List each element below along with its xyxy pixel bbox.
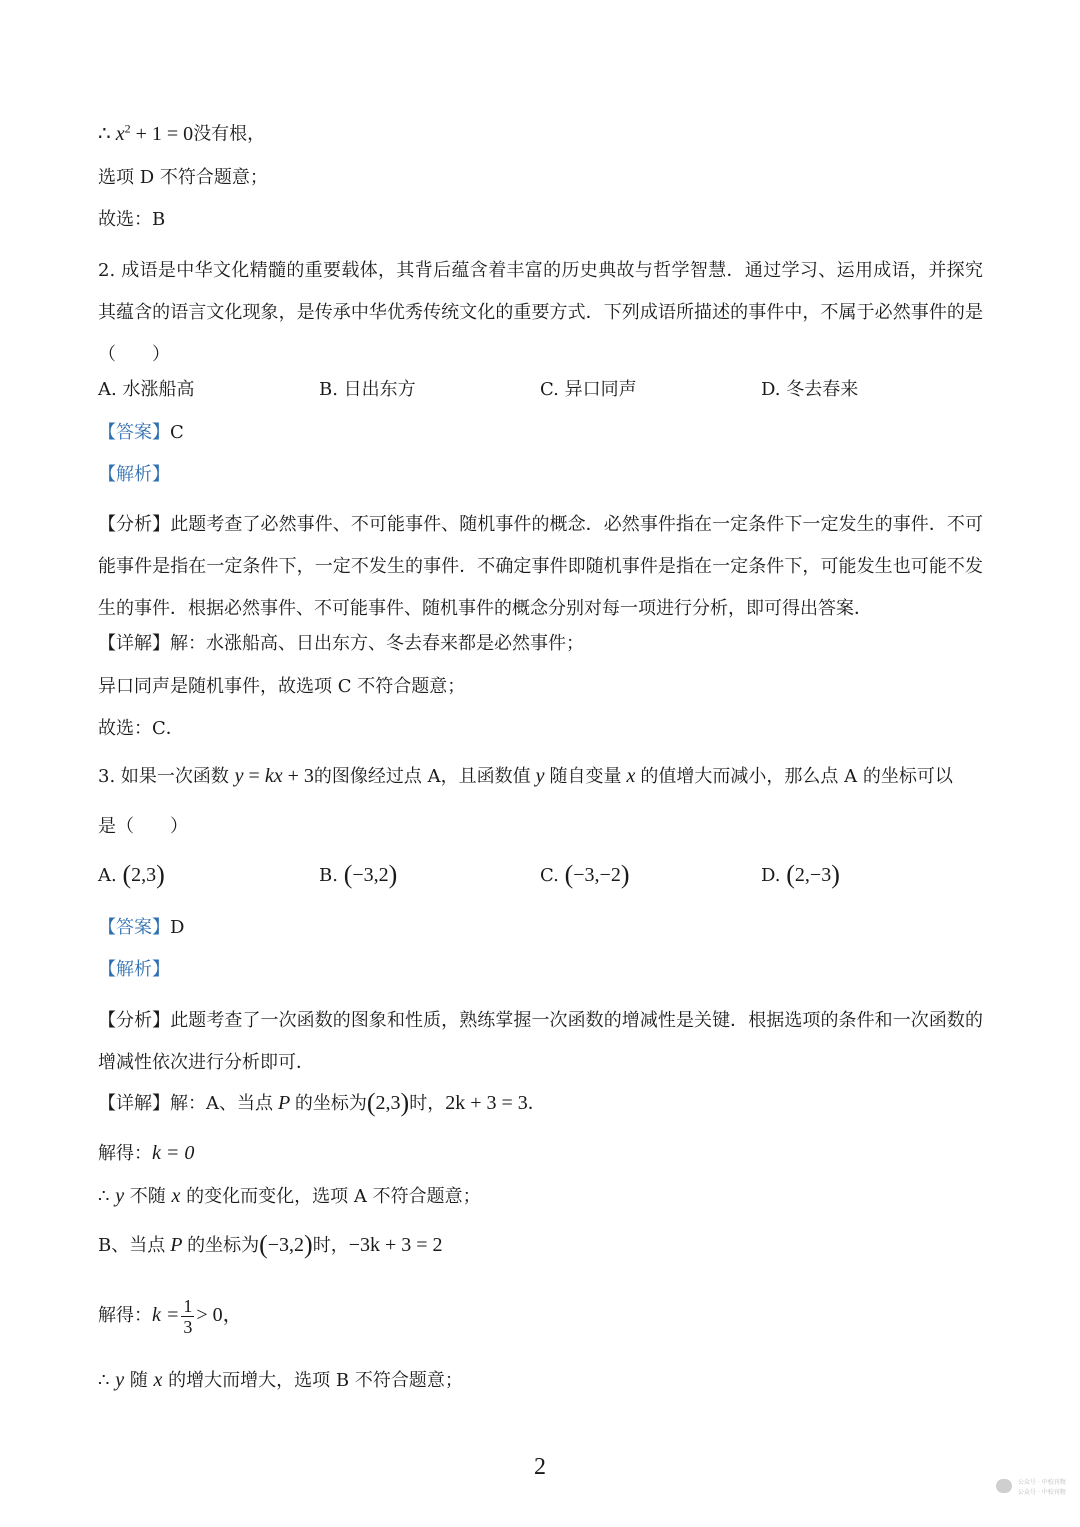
text: 【详解】解：A、当点 bbox=[98, 1093, 273, 1114]
text: 时， bbox=[409, 1093, 446, 1114]
q2-answer bbox=[98, 421, 184, 445]
q2-xiangjie: 【详解】解：水涨船高、日出东方、冬去春来都是必然事件； bbox=[98, 633, 584, 654]
option-label: C. bbox=[540, 865, 559, 886]
point: 2,3 bbox=[375, 1092, 401, 1114]
answer-value: D bbox=[170, 917, 185, 938]
q3-option-a: A. (2,3) bbox=[98, 860, 165, 889]
text: 随自变量 bbox=[549, 766, 622, 787]
answer-value: C bbox=[170, 422, 184, 443]
q2-option-d: D. 冬去春来 bbox=[761, 379, 859, 400]
q2-analysis-tag: 【解析】 bbox=[98, 464, 170, 485]
text: ∴ bbox=[98, 1186, 116, 1207]
text: 的增大而增大，选项 B 不符合题意； bbox=[162, 1370, 463, 1391]
text: 解得： bbox=[98, 1143, 152, 1164]
watermark-line1: 公众号 · 中校刊物 bbox=[1018, 1479, 1066, 1486]
line-choose-b: 故选：B bbox=[98, 209, 166, 230]
q3-xiangjie-b: B、当点 P 的坐标为(−3,2)时，−3k + 3 = 2 bbox=[98, 1230, 443, 1259]
q3-fenxi: 【分析】此题考查了一次函数的图象和性质，熟练掌握一次函数的增减性是关键．根据选项的条件和一次函数的增减性依次进行分析即可． bbox=[98, 1010, 983, 1073]
option-value: −3,−2 bbox=[573, 864, 621, 886]
q3-stem-line2: 是（ ） bbox=[98, 816, 188, 837]
equation: k = bbox=[152, 1304, 180, 1326]
equation: −3k + 3 = 2 bbox=[348, 1234, 443, 1256]
q2-option-b: B. 日出东方 bbox=[319, 379, 416, 400]
q2-conclusion: 故选：C． bbox=[98, 718, 184, 739]
option-label: B. bbox=[319, 865, 338, 886]
text: 解得： bbox=[98, 1305, 152, 1326]
q3-option-c: C. (−3,−2) bbox=[540, 860, 630, 889]
q3-solve-b bbox=[98, 1295, 243, 1337]
q2-option-a: A. 水涨船高 bbox=[98, 379, 195, 400]
equation: > 0， bbox=[196, 1304, 243, 1326]
q3-option-d: D. (2,−3) bbox=[761, 860, 840, 889]
text: 的坐标为 bbox=[294, 1093, 367, 1114]
q3-option-b: B. (−3,2) bbox=[319, 860, 398, 889]
q2-fenxi: 【分析】此题考查了必然事件、不可能事件、随机事件的概念．必然事件指在一定条件下一定发生的事件．不可能事件是指在一定条件下，一定不发生的事件．不确定事件即随机事件是指在一定条件下，可能发生也可能不发生的事件．根据必然事件、不可能事件、随机事件的概念分别对每一项进行分析，即可得出答案． bbox=[98, 514, 983, 619]
q2-option-c: C. 异口同声 bbox=[540, 379, 637, 400]
q3-solve-a bbox=[98, 1141, 194, 1166]
answer-tag: 【答案】 bbox=[98, 917, 170, 938]
watermark-line2: 公众号 · 中校刊物 bbox=[1018, 1489, 1066, 1496]
q3-stem-line1: 3. 如果一次函数 y = kx + 3的图像经过点 A，且函数值 y 随自变量 x 的值增大而减小，那么点 A 的坐标可以 bbox=[98, 765, 953, 787]
text: 不随 bbox=[124, 1186, 172, 1207]
text: 时， bbox=[312, 1235, 349, 1256]
line-d-not-match: 选项 D 不符合题意； bbox=[98, 167, 268, 188]
option-value: −3,2 bbox=[352, 864, 389, 886]
line-no-root: ∴ $x^2 + 1 = 0$没有根， bbox=[98, 121, 266, 145]
equation: 2k + 3 = 3 bbox=[445, 1092, 528, 1114]
q2-stem: 2. 成语是中华文化精髓的重要载体，其背后蕴含着丰富的历史典故与哲学智慧．通过学习、运用成语，并探究其蕴含的语言文化现象，是传承中华优秀传统文化的重要方式．下列成语所描述的事件中，不属于必然事件的是（ ） bbox=[98, 260, 983, 365]
wechat-icon bbox=[996, 1479, 1012, 1493]
text: 的变化而变化，选项 A 不符合题意； bbox=[180, 1186, 481, 1207]
q3-analysis-tag: 【解析】 bbox=[98, 959, 170, 980]
page-number: 2 bbox=[534, 1454, 546, 1480]
q3-conclusion-a: ∴ y 不随 x 的变化而变化，选项 A 不符合题意； bbox=[98, 1185, 481, 1207]
option-label: A. bbox=[98, 865, 117, 886]
answer-tag: 【答案】 bbox=[98, 422, 170, 443]
option-value: 2,−3 bbox=[794, 864, 832, 886]
text: 的图像经过点 A，且函数值 bbox=[313, 766, 531, 787]
denominator: 3 bbox=[183, 1316, 193, 1337]
text: B、当点 bbox=[98, 1235, 166, 1256]
watermark bbox=[996, 1476, 1076, 1502]
equation: k = 0 bbox=[152, 1142, 195, 1164]
option-value: 2,3 bbox=[131, 864, 157, 886]
q3-conclusion-b: ∴ y 随 x 的增大而增大，选项 B 不符合题意； bbox=[98, 1369, 463, 1391]
text: ∴ bbox=[98, 1370, 116, 1391]
q2-random-event: 异口同声是随机事件，故选项 C 不符合题意； bbox=[98, 676, 466, 697]
point: −3,2 bbox=[267, 1234, 305, 1256]
text: 的坐标为 bbox=[187, 1235, 260, 1256]
option-label: D. bbox=[761, 865, 781, 886]
q3-answer bbox=[98, 916, 184, 940]
fraction bbox=[181, 1296, 194, 1337]
text: 没有根， bbox=[193, 123, 266, 145]
numerator: 1 bbox=[183, 1295, 193, 1316]
text: 随 bbox=[124, 1370, 154, 1391]
text: 的值增大而减小，那么点 A 的坐标可以 bbox=[640, 766, 953, 787]
text: 3. 如果一次函数 bbox=[98, 766, 229, 787]
q3-xiangjie-a: 【详解】解：A、当点 P 的坐标为(2,3)时，2k + 3 = 3． bbox=[98, 1088, 546, 1117]
text: ． bbox=[527, 1093, 546, 1114]
